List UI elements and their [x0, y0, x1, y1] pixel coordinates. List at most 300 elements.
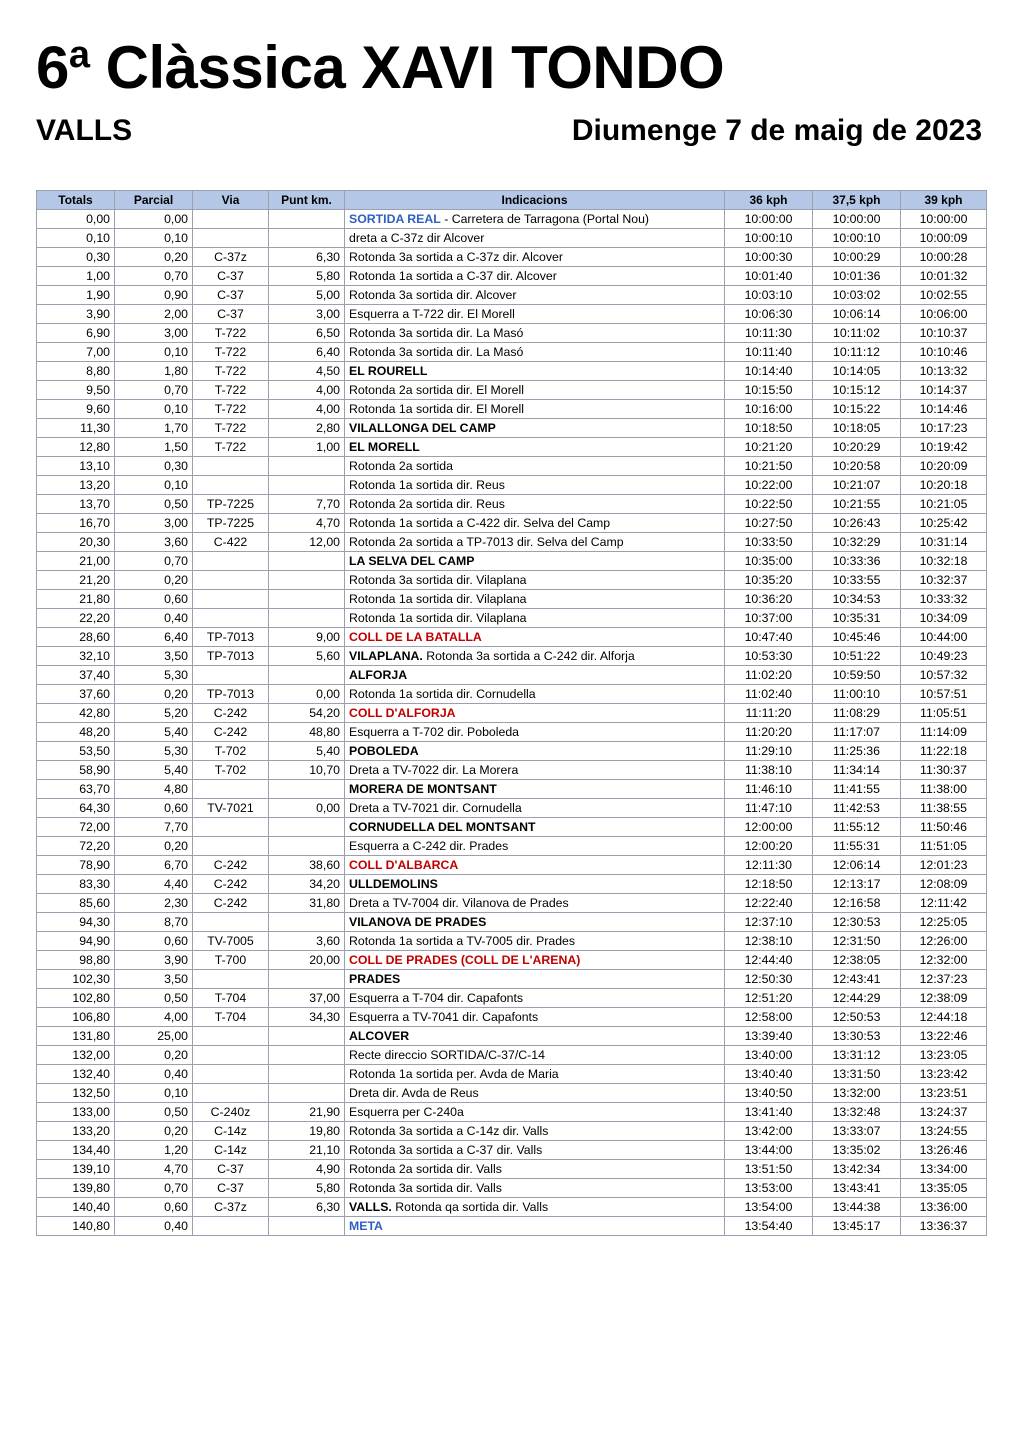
- table-row: [37, 552, 987, 571]
- cell-punt-km: [269, 1217, 345, 1236]
- cell-time-37-5: 11:55:31: [813, 837, 901, 856]
- cell-indicacions: [345, 324, 725, 343]
- cell-time-39: 10:25:42: [901, 514, 987, 533]
- indication-text: Rotonda 3a sortida a C-14z dir. Valls: [349, 1124, 549, 1138]
- cell-time-37-5: 13:32:00: [813, 1084, 901, 1103]
- table-row: [37, 343, 987, 362]
- cell-time-36: 10:53:30: [725, 647, 813, 666]
- cell-punt-km: 48,80: [269, 723, 345, 742]
- cell-totals: 102,30: [37, 970, 115, 989]
- indication-text: Rotonda 2a sortida dir. El Morell: [349, 383, 524, 397]
- cell-indicacions: [345, 286, 725, 305]
- indication-text: Rotonda 2a sortida dir. Valls: [349, 1162, 502, 1176]
- cell-via: C-240z: [193, 1103, 269, 1122]
- cell-parcial: 3,60: [115, 533, 193, 552]
- indication-text: Esquerra a T-722 dir. El Morell: [349, 307, 515, 321]
- cell-time-36: 10:03:10: [725, 286, 813, 305]
- cell-punt-km: 4,70: [269, 514, 345, 533]
- cell-time-39: 11:51:05: [901, 837, 987, 856]
- indication-text: MORERA DE MONTSANT: [349, 782, 497, 796]
- cell-time-36: 10:00:00: [725, 210, 813, 229]
- cell-time-36: 11:02:20: [725, 666, 813, 685]
- cell-time-36: 10:06:30: [725, 305, 813, 324]
- column-header-punt-km: Punt km.: [269, 191, 345, 210]
- indication-text: CORNUDELLA DEL MONTSANT: [349, 820, 536, 834]
- cell-time-36: 12:38:10: [725, 932, 813, 951]
- cell-indicacions: [345, 305, 725, 324]
- cell-parcial: 0,70: [115, 381, 193, 400]
- cell-punt-km: [269, 913, 345, 932]
- column-header-via: Via: [193, 191, 269, 210]
- cell-totals: 20,30: [37, 533, 115, 552]
- cell-time-37-5: 12:16:58: [813, 894, 901, 913]
- cell-punt-km: 54,20: [269, 704, 345, 723]
- table-row: [37, 1103, 987, 1122]
- table-row: [37, 305, 987, 324]
- cell-totals: 133,00: [37, 1103, 115, 1122]
- cell-time-37-5: 10:20:58: [813, 457, 901, 476]
- cell-time-39: 10:31:14: [901, 533, 987, 552]
- cell-indicacions: [345, 571, 725, 590]
- cell-totals: 133,20: [37, 1122, 115, 1141]
- table-row: [37, 951, 987, 970]
- cell-totals: 72,00: [37, 818, 115, 837]
- cell-indicacions: [345, 1179, 725, 1198]
- cell-via: [193, 1046, 269, 1065]
- cell-time-39: 12:38:09: [901, 989, 987, 1008]
- cell-via: [193, 1027, 269, 1046]
- cell-time-37-5: 10:11:02: [813, 324, 901, 343]
- cell-totals: 58,90: [37, 761, 115, 780]
- table-row: [37, 780, 987, 799]
- cell-indicacions: [345, 1198, 725, 1217]
- cell-time-36: 13:40:40: [725, 1065, 813, 1084]
- cell-indicacions: [345, 248, 725, 267]
- indication-text: Rotonda 1a sortida per. Avda de Maria: [349, 1067, 559, 1081]
- cell-totals: 13,20: [37, 476, 115, 495]
- cell-indicacions: [345, 1103, 725, 1122]
- cell-time-37-5: 11:08:29: [813, 704, 901, 723]
- cell-totals: 0,10: [37, 229, 115, 248]
- cell-time-36: 12:44:40: [725, 951, 813, 970]
- cell-time-37-5: 10:00:00: [813, 210, 901, 229]
- cell-parcial: 5,20: [115, 704, 193, 723]
- indication-text: Rotonda 3a sortida dir. Alcover: [349, 288, 517, 302]
- column-header-parcial: Parcial: [115, 191, 193, 210]
- cell-time-37-5: 10:00:29: [813, 248, 901, 267]
- table-row: [37, 1179, 987, 1198]
- cell-time-36: 10:22:50: [725, 495, 813, 514]
- cell-time-37-5: 13:42:34: [813, 1160, 901, 1179]
- cell-time-36: 12:22:40: [725, 894, 813, 913]
- cell-indicacions: [345, 932, 725, 951]
- cell-time-37-5: 10:26:43: [813, 514, 901, 533]
- cell-totals: 139,10: [37, 1160, 115, 1179]
- cell-punt-km: [269, 1046, 345, 1065]
- cell-time-36: 13:39:40: [725, 1027, 813, 1046]
- table-row: [37, 1065, 987, 1084]
- cell-parcial: 4,40: [115, 875, 193, 894]
- indication-text: Rotonda 2a sortida dir. Reus: [349, 497, 505, 511]
- cell-totals: 0,30: [37, 248, 115, 267]
- table-row: [37, 1046, 987, 1065]
- cell-parcial: 2,00: [115, 305, 193, 324]
- indication-highlight: VALLS.: [349, 1200, 392, 1214]
- cell-time-36: 10:21:50: [725, 457, 813, 476]
- cell-time-37-5: 12:06:14: [813, 856, 901, 875]
- cell-time-37-5: 12:30:53: [813, 913, 901, 932]
- indication-text: Esquerra a C-242 dir. Prades: [349, 839, 509, 853]
- cell-time-39: 10:00:00: [901, 210, 987, 229]
- indication-text: dreta a C-37z dir Alcover: [349, 231, 485, 245]
- cell-time-39: 13:34:00: [901, 1160, 987, 1179]
- cell-via: [193, 590, 269, 609]
- cell-punt-km: 21,10: [269, 1141, 345, 1160]
- cell-time-39: 12:11:42: [901, 894, 987, 913]
- indication-text: Esquerra a T-702 dir. Poboleda: [349, 725, 519, 739]
- cell-time-39: 10:34:09: [901, 609, 987, 628]
- cell-time-36: 12:51:20: [725, 989, 813, 1008]
- cell-indicacions: [345, 495, 725, 514]
- cell-indicacions: [345, 989, 725, 1008]
- subtitle-date: Diumenge 7 de maig de 2023: [571, 114, 982, 147]
- cell-parcial: 0,60: [115, 932, 193, 951]
- cell-time-39: 12:01:23: [901, 856, 987, 875]
- cell-time-37-5: 10:34:53: [813, 590, 901, 609]
- cell-time-37-5: 12:44:29: [813, 989, 901, 1008]
- cell-parcial: 0,20: [115, 837, 193, 856]
- cell-indicacions: [345, 343, 725, 362]
- indication-text: EL MORELL: [349, 440, 420, 454]
- cell-via: [193, 1084, 269, 1103]
- table-row: [37, 381, 987, 400]
- indication-text: POBOLEDA: [349, 744, 419, 758]
- cell-time-36: 10:01:40: [725, 267, 813, 286]
- cell-punt-km: [269, 837, 345, 856]
- indication-text: COLL D'ALFORJA: [349, 706, 456, 720]
- cell-indicacions: [345, 457, 725, 476]
- cell-totals: 140,80: [37, 1217, 115, 1236]
- cell-parcial: 0,60: [115, 590, 193, 609]
- cell-indicacions: [345, 1027, 725, 1046]
- cell-time-36: 13:53:00: [725, 1179, 813, 1198]
- table-row: [37, 1217, 987, 1236]
- cell-time-36: 10:00:30: [725, 248, 813, 267]
- cell-totals: 32,10: [37, 647, 115, 666]
- cell-time-36: 10:18:50: [725, 419, 813, 438]
- cell-time-37-5: 13:44:38: [813, 1198, 901, 1217]
- cell-via: C-37: [193, 305, 269, 324]
- cell-time-39: 11:30:37: [901, 761, 987, 780]
- table-row: [37, 1122, 987, 1141]
- cell-indicacions: [345, 761, 725, 780]
- cell-time-36: 10:15:50: [725, 381, 813, 400]
- table-row: [37, 210, 987, 229]
- cell-via: T-722: [193, 400, 269, 419]
- cell-indicacions: [345, 913, 725, 932]
- cell-via: T-722: [193, 324, 269, 343]
- table-row: [37, 970, 987, 989]
- table-row: [37, 495, 987, 514]
- cell-punt-km: [269, 970, 345, 989]
- cell-via: [193, 552, 269, 571]
- cell-via: [193, 476, 269, 495]
- cell-parcial: 0,20: [115, 571, 193, 590]
- indication-text: Rotonda 1a sortida dir. Cornudella: [349, 687, 536, 701]
- cell-punt-km: 21,90: [269, 1103, 345, 1122]
- table-row: [37, 419, 987, 438]
- cell-time-36: 10:35:00: [725, 552, 813, 571]
- indication-text: Dreta a TV-7021 dir. Cornudella: [349, 801, 522, 815]
- cell-totals: 85,60: [37, 894, 115, 913]
- cell-via: [193, 666, 269, 685]
- cell-time-36: 11:47:10: [725, 799, 813, 818]
- cell-parcial: 3,50: [115, 647, 193, 666]
- indication-text: Rotonda 2a sortida a TP-7013 dir. Selva del Camp: [349, 535, 624, 549]
- indication-text: Rotonda 1a sortida a C-37 dir. Alcover: [349, 269, 557, 283]
- cell-indicacions: [345, 647, 725, 666]
- cell-via: TP-7013: [193, 647, 269, 666]
- cell-totals: 94,30: [37, 913, 115, 932]
- title-rest: Clàssica XAVI TONDO: [89, 34, 725, 101]
- cell-punt-km: 12,00: [269, 533, 345, 552]
- cell-totals: 132,40: [37, 1065, 115, 1084]
- cell-time-39: 10:10:46: [901, 343, 987, 362]
- cell-via: T-722: [193, 438, 269, 457]
- cell-punt-km: 6,50: [269, 324, 345, 343]
- indication-text: Rotonda 1a sortida a C-422 dir. Selva del Camp: [349, 516, 611, 530]
- cell-parcial: 0,50: [115, 989, 193, 1008]
- indication-text: Rotonda 1a sortida dir. Reus: [349, 478, 505, 492]
- cell-indicacions: [345, 723, 725, 742]
- cell-via: T-702: [193, 761, 269, 780]
- cell-time-36: 11:02:40: [725, 685, 813, 704]
- cell-via: [193, 837, 269, 856]
- cell-indicacions: [345, 1122, 725, 1141]
- cell-time-36: 10:16:00: [725, 400, 813, 419]
- indication-text: Dreta a TV-7004 dir. Vilanova de Prades: [349, 896, 569, 910]
- cell-totals: 1,00: [37, 267, 115, 286]
- cell-via: [193, 1217, 269, 1236]
- cell-time-39: 10:20:09: [901, 457, 987, 476]
- column-header-totals: Totals: [37, 191, 115, 210]
- cell-indicacions: [345, 267, 725, 286]
- cell-parcial: 0,20: [115, 685, 193, 704]
- indication-text: VILALLONGA DEL CAMP: [349, 421, 496, 435]
- cell-via: T-704: [193, 1008, 269, 1027]
- indication-text: COLL DE LA BATALLA: [349, 630, 482, 644]
- cell-time-36: 12:11:30: [725, 856, 813, 875]
- title-superscript: a: [68, 34, 90, 76]
- cell-punt-km: 5,60: [269, 647, 345, 666]
- cell-indicacions: [345, 438, 725, 457]
- indication-text: EL ROURELL: [349, 364, 428, 378]
- cell-totals: 13,70: [37, 495, 115, 514]
- cell-time-37-5: 12:31:50: [813, 932, 901, 951]
- cell-indicacions: [345, 419, 725, 438]
- cell-totals: 21,00: [37, 552, 115, 571]
- indication-text: Rotonda 3a sortida a C-37 dir. Valls: [349, 1143, 543, 1157]
- cell-parcial: 6,70: [115, 856, 193, 875]
- cell-via: C-37z: [193, 1198, 269, 1217]
- table-row: [37, 286, 987, 305]
- indication-text: PRADES: [349, 972, 401, 986]
- indication-text: Rotonda 3a sortida dir. Vilaplana: [349, 573, 527, 587]
- cell-parcial: 0,50: [115, 495, 193, 514]
- cell-time-39: 13:36:37: [901, 1217, 987, 1236]
- cell-parcial: 3,90: [115, 951, 193, 970]
- table-row: [37, 761, 987, 780]
- cell-time-36: 12:37:10: [725, 913, 813, 932]
- cell-time-37-5: 13:32:48: [813, 1103, 901, 1122]
- table-row: [37, 476, 987, 495]
- cell-punt-km: 1,00: [269, 438, 345, 457]
- cell-parcial: 8,70: [115, 913, 193, 932]
- cell-totals: 94,90: [37, 932, 115, 951]
- cell-time-37-5: 12:13:17: [813, 875, 901, 894]
- indication-highlight: VILAPLANA.: [349, 649, 423, 663]
- cell-via: TV-7021: [193, 799, 269, 818]
- cell-time-39: 10:01:32: [901, 267, 987, 286]
- cell-via: T-722: [193, 419, 269, 438]
- cell-indicacions: [345, 666, 725, 685]
- cell-parcial: 7,70: [115, 818, 193, 837]
- indication-text: Rotonda 1a sortida dir. Vilaplana: [349, 611, 527, 625]
- cell-parcial: 0,20: [115, 1122, 193, 1141]
- table-row: [37, 457, 987, 476]
- cell-totals: 3,90: [37, 305, 115, 324]
- cell-time-37-5: 10:06:14: [813, 305, 901, 324]
- indication-text: Rotonda 1a sortida dir. El Morell: [349, 402, 524, 416]
- cell-time-37-5: 11:41:55: [813, 780, 901, 799]
- cell-time-36: 12:00:00: [725, 818, 813, 837]
- cell-via: C-242: [193, 723, 269, 742]
- table-row: [37, 723, 987, 742]
- cell-time-39: 10:14:37: [901, 381, 987, 400]
- cell-parcial: 3,50: [115, 970, 193, 989]
- cell-time-36: 13:51:50: [725, 1160, 813, 1179]
- cell-punt-km: [269, 780, 345, 799]
- cell-time-36: 12:18:50: [725, 875, 813, 894]
- cell-time-37-5: 13:31:50: [813, 1065, 901, 1084]
- cell-totals: 9,50: [37, 381, 115, 400]
- indication-text: Dreta a TV-7022 dir. La Morera: [349, 763, 519, 777]
- cell-totals: 131,80: [37, 1027, 115, 1046]
- cell-totals: 16,70: [37, 514, 115, 533]
- table-row: [37, 362, 987, 381]
- cell-totals: 72,20: [37, 837, 115, 856]
- cell-time-37-5: 10:03:02: [813, 286, 901, 305]
- cell-time-37-5: 10:35:31: [813, 609, 901, 628]
- cell-time-39: 12:37:23: [901, 970, 987, 989]
- table-row: [37, 704, 987, 723]
- indication-text: COLL D'ALBARCA: [349, 858, 459, 872]
- cell-via: C-242: [193, 894, 269, 913]
- cell-time-36: 10:11:30: [725, 324, 813, 343]
- cell-time-36: 13:40:00: [725, 1046, 813, 1065]
- title-number: 6: [36, 34, 69, 101]
- cell-via: C-422: [193, 533, 269, 552]
- indication-text: Esquerra a T-704 dir. Capafonts: [349, 991, 524, 1005]
- cell-indicacions: [345, 837, 725, 856]
- cell-punt-km: 38,60: [269, 856, 345, 875]
- route-table: [36, 190, 987, 1236]
- cell-parcial: 0,10: [115, 229, 193, 248]
- cell-time-39: 10:14:46: [901, 400, 987, 419]
- cell-parcial: 0,40: [115, 1217, 193, 1236]
- cell-via: C-37: [193, 267, 269, 286]
- cell-indicacions: [345, 229, 725, 248]
- cell-via: T-722: [193, 343, 269, 362]
- cell-parcial: 2,30: [115, 894, 193, 913]
- table-row: [37, 799, 987, 818]
- cell-punt-km: 31,80: [269, 894, 345, 913]
- cell-indicacions: [345, 381, 725, 400]
- table-row: [37, 438, 987, 457]
- cell-time-39: 10:00:09: [901, 229, 987, 248]
- cell-time-37-5: 10:59:50: [813, 666, 901, 685]
- cell-time-36: 11:46:10: [725, 780, 813, 799]
- cell-indicacions: [345, 970, 725, 989]
- cell-via: [193, 818, 269, 837]
- indication-text: Rotonda 1a sortida dir. Vilaplana: [349, 592, 527, 606]
- cell-punt-km: 3,00: [269, 305, 345, 324]
- cell-time-36: 13:42:00: [725, 1122, 813, 1141]
- cell-indicacions: [345, 894, 725, 913]
- cell-indicacions: [345, 400, 725, 419]
- table-row: [37, 647, 987, 666]
- cell-time-37-5: 11:42:53: [813, 799, 901, 818]
- cell-time-37-5: 10:15:22: [813, 400, 901, 419]
- subtitle-row: [36, 114, 986, 148]
- cell-parcial: 1,80: [115, 362, 193, 381]
- cell-time-36: 13:44:00: [725, 1141, 813, 1160]
- cell-time-36: 12:50:30: [725, 970, 813, 989]
- cell-time-37-5: 10:00:10: [813, 229, 901, 248]
- cell-punt-km: [269, 1084, 345, 1103]
- cell-indicacions: [345, 856, 725, 875]
- cell-punt-km: 2,80: [269, 419, 345, 438]
- cell-time-39: 11:14:09: [901, 723, 987, 742]
- cell-time-36: 13:54:40: [725, 1217, 813, 1236]
- cell-time-39: 10:57:51: [901, 685, 987, 704]
- cell-totals: 9,60: [37, 400, 115, 419]
- cell-via: [193, 780, 269, 799]
- table-row: [37, 267, 987, 286]
- cell-indicacions: [345, 514, 725, 533]
- cell-via: C-242: [193, 704, 269, 723]
- cell-via: TP-7013: [193, 685, 269, 704]
- cell-totals: 1,90: [37, 286, 115, 305]
- cell-time-36: 11:11:20: [725, 704, 813, 723]
- cell-indicacions: [345, 1217, 725, 1236]
- cell-indicacions: [345, 1141, 725, 1160]
- cell-via: C-14z: [193, 1141, 269, 1160]
- cell-punt-km: [269, 210, 345, 229]
- cell-time-39: 13:22:46: [901, 1027, 987, 1046]
- cell-punt-km: 5,80: [269, 1179, 345, 1198]
- cell-time-39: 11:38:00: [901, 780, 987, 799]
- cell-time-37-5: 13:33:07: [813, 1122, 901, 1141]
- cell-time-39: 10:13:32: [901, 362, 987, 381]
- cell-time-36: 13:40:50: [725, 1084, 813, 1103]
- cell-time-39: 10:33:32: [901, 590, 987, 609]
- indication-text: Esquerra a TV-7041 dir. Capafonts: [349, 1010, 539, 1024]
- cell-totals: 63,70: [37, 780, 115, 799]
- indication-text: Rotonda 2a sortida: [349, 459, 453, 473]
- cell-parcial: 0,70: [115, 267, 193, 286]
- cell-indicacions: [345, 628, 725, 647]
